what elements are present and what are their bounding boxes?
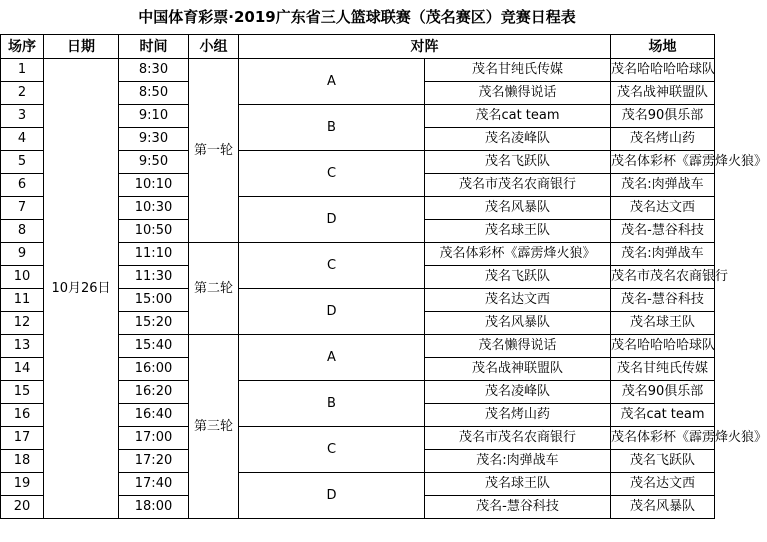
group-cell: D: [239, 289, 425, 335]
away-team-cell: 茂名市茂名农商银行: [611, 266, 715, 289]
away-team-cell: 茂名球王队: [611, 312, 715, 335]
seq-cell: 2: [1, 82, 44, 105]
home-team-cell: 茂名凌峰队: [425, 128, 611, 151]
time-cell: 17:40: [119, 473, 189, 496]
group-cell: D: [239, 197, 425, 243]
time-cell: 18:00: [119, 496, 189, 519]
page-title: 中国体育彩票·2019广东省三人篮球联赛（茂名赛区）竞赛日程表: [138, 8, 576, 26]
seq-cell: 18: [1, 450, 44, 473]
seq-cell: 4: [1, 128, 44, 151]
group-cell: C: [239, 427, 425, 473]
time-cell: 9:10: [119, 105, 189, 128]
time-cell: 16:20: [119, 381, 189, 404]
seq-cell: 3: [1, 105, 44, 128]
date-cell: 10月26日: [44, 59, 119, 519]
seq-cell: 15: [1, 381, 44, 404]
time-cell: 15:40: [119, 335, 189, 358]
away-team-cell: 茂名体彩杯《霹雳烽火狼》: [611, 151, 715, 174]
time-cell: 9:50: [119, 151, 189, 174]
seq-cell: 17: [1, 427, 44, 450]
away-team-cell: 茂名达文西: [611, 197, 715, 220]
round-cell: 第二轮: [189, 243, 239, 335]
home-team-cell: 茂名风暴队: [425, 312, 611, 335]
home-team-cell: 茂名风暴队: [425, 197, 611, 220]
header-date: 日期: [44, 35, 119, 59]
time-cell: 16:00: [119, 358, 189, 381]
home-team-cell: 茂名战神联盟队: [425, 358, 611, 381]
time-cell: 11:10: [119, 243, 189, 266]
home-team-cell: 茂名球王队: [425, 220, 611, 243]
header-row: [1, 35, 715, 59]
away-team-cell: 茂名达文西: [611, 473, 715, 496]
away-team-cell: 茂名90俱乐部: [611, 105, 715, 128]
group-cell: B: [239, 105, 425, 151]
home-team-cell: 茂名凌峰队: [425, 381, 611, 404]
home-team-cell: 茂名懒得说话: [425, 335, 611, 358]
home-team-cell: 茂名球王队: [425, 473, 611, 496]
away-team-cell: 茂名飞跃队: [611, 450, 715, 473]
header-group: 小组: [189, 35, 239, 59]
home-team-cell: 茂名懒得说话: [425, 82, 611, 105]
away-team-cell: 茂名哈哈哈哈球队: [611, 59, 715, 82]
away-team-cell: 茂名90俱乐部: [611, 381, 715, 404]
home-team-cell: 茂名-慧谷科技: [425, 496, 611, 519]
away-team-cell: 茂名战神联盟队: [611, 82, 715, 105]
header-venue: 场地: [611, 35, 715, 59]
time-cell: 8:50: [119, 82, 189, 105]
away-team-cell: 茂名体彩杯《霹雳烽火狼》: [611, 427, 715, 450]
home-team-cell: 茂名甘纯氏传媒: [425, 59, 611, 82]
header-time: 时间: [119, 35, 189, 59]
group-cell: A: [239, 59, 425, 105]
away-team-cell: 茂名-慧谷科技: [611, 220, 715, 243]
away-team-cell: 茂名:肉弹战车: [611, 174, 715, 197]
away-team-cell: 茂名甘纯氏传媒: [611, 358, 715, 381]
seq-cell: 20: [1, 496, 44, 519]
seq-cell: 16: [1, 404, 44, 427]
table-row: [1, 59, 715, 82]
away-team-cell: 茂名烤山药: [611, 128, 715, 151]
time-cell: 15:20: [119, 312, 189, 335]
schedule-body: [1, 59, 767, 519]
group-cell: C: [239, 243, 425, 289]
seq-cell: 8: [1, 220, 44, 243]
seq-cell: 9: [1, 243, 44, 266]
home-team-cell: 茂名飞跃队: [425, 151, 611, 174]
seq-cell: 14: [1, 358, 44, 381]
time-cell: 17:00: [119, 427, 189, 450]
seq-cell: 12: [1, 312, 44, 335]
time-cell: 9:30: [119, 128, 189, 151]
time-cell: 10:10: [119, 174, 189, 197]
seq-cell: 5: [1, 151, 44, 174]
home-team-cell: 茂名市茂名农商银行: [425, 174, 611, 197]
schedule-table: [0, 34, 767, 519]
seq-cell: 1: [1, 59, 44, 82]
header-match: 对阵: [239, 35, 611, 59]
home-team-cell: 茂名体彩杯《霹雳烽火狼》: [425, 243, 611, 266]
header-seq: 场序: [1, 35, 44, 59]
away-team-cell: 茂名哈哈哈哈球队: [611, 335, 715, 358]
group-cell: A: [239, 335, 425, 381]
home-team-cell: 茂名飞跃队: [425, 266, 611, 289]
away-team-cell: 茂名风暴队: [611, 496, 715, 519]
seq-cell: 6: [1, 174, 44, 197]
time-cell: 10:50: [119, 220, 189, 243]
seq-cell: 11: [1, 289, 44, 312]
home-team-cell: 茂名:肉弹战车: [425, 450, 611, 473]
seq-cell: 19: [1, 473, 44, 496]
group-cell: D: [239, 473, 425, 519]
time-cell: 15:00: [119, 289, 189, 312]
seq-cell: 13: [1, 335, 44, 358]
home-team-cell: 茂名市茂名农商银行: [425, 427, 611, 450]
time-cell: 16:40: [119, 404, 189, 427]
group-cell: B: [239, 381, 425, 427]
away-team-cell: 茂名cat team: [611, 404, 715, 427]
away-team-cell: 茂名:肉弹战车: [611, 243, 715, 266]
time-cell: 17:20: [119, 450, 189, 473]
time-cell: 11:30: [119, 266, 189, 289]
home-team-cell: 茂名烤山药: [425, 404, 611, 427]
time-cell: 8:30: [119, 59, 189, 82]
away-team-cell: 茂名-慧谷科技: [611, 289, 715, 312]
home-team-cell: 茂名达文西: [425, 289, 611, 312]
seq-cell: 7: [1, 197, 44, 220]
round-cell: 第三轮: [189, 335, 239, 519]
home-team-cell: 茂名cat team: [425, 105, 611, 128]
time-cell: 10:30: [119, 197, 189, 220]
round-cell: 第一轮: [189, 59, 239, 243]
group-cell: C: [239, 151, 425, 197]
seq-cell: 10: [1, 266, 44, 289]
